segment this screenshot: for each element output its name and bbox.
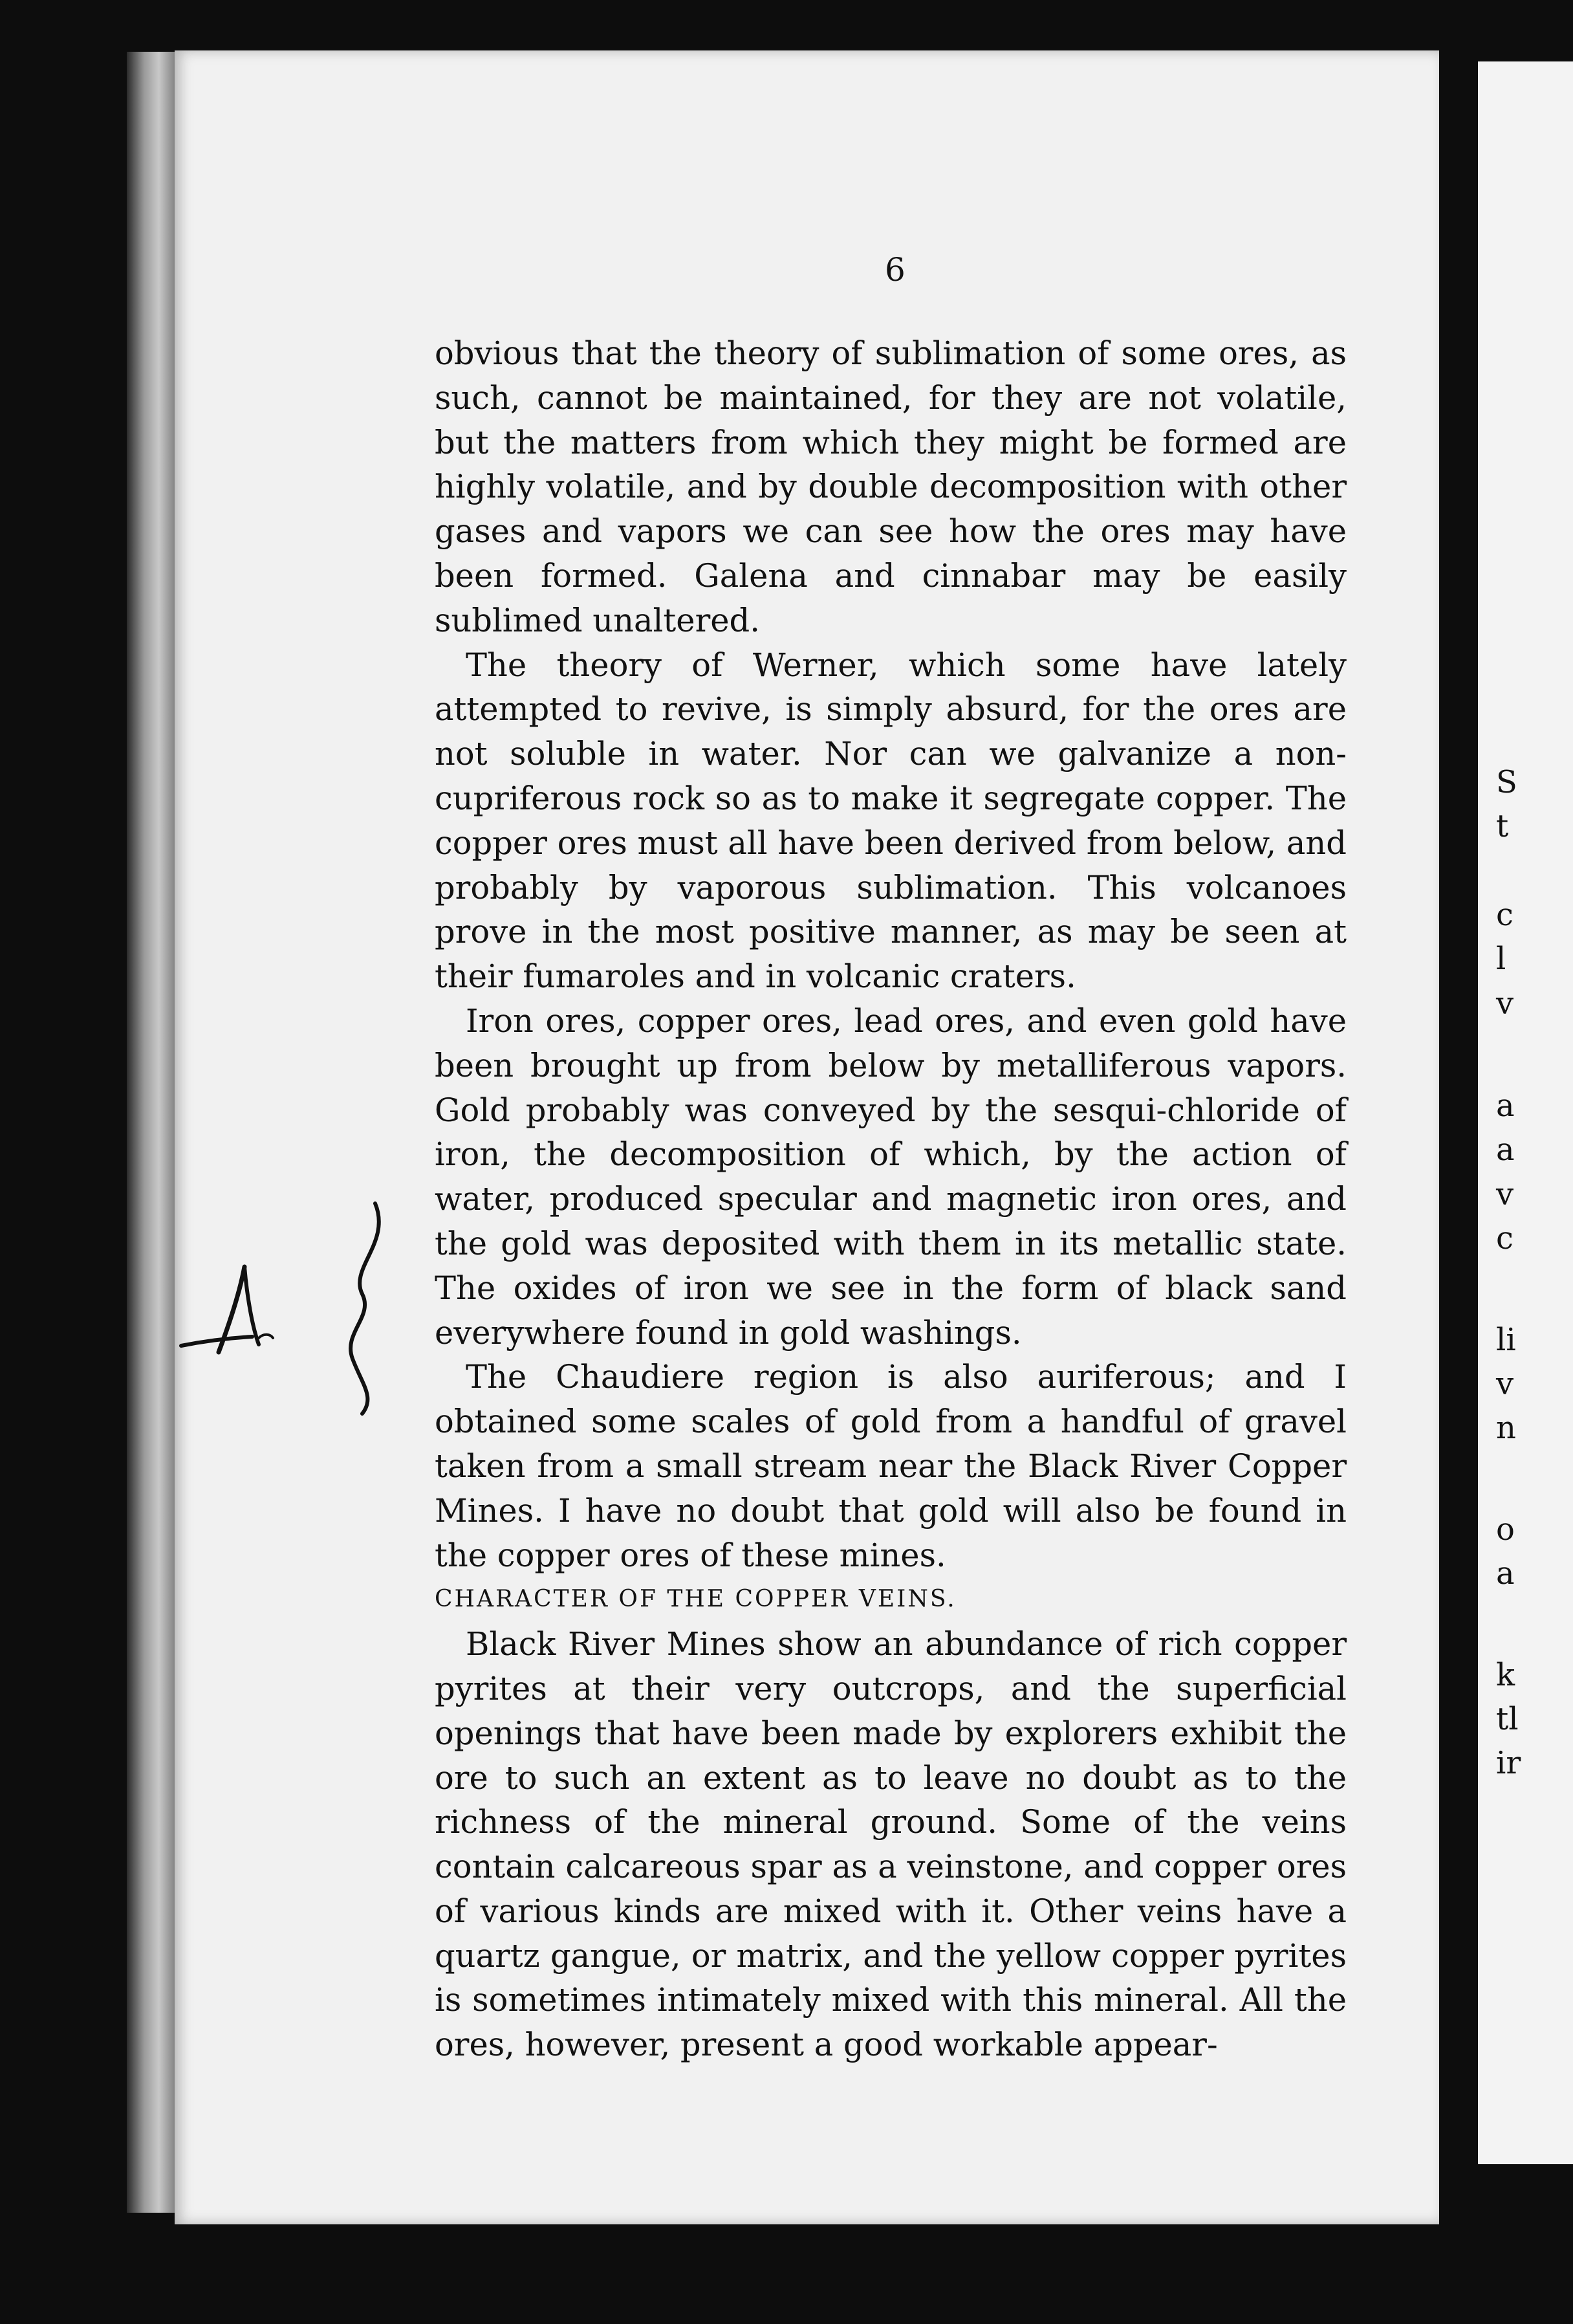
next-page-fragment: li: [1496, 1322, 1516, 1358]
page-number: 6: [885, 251, 906, 289]
next-page-fragment: a: [1496, 1555, 1515, 1592]
next-page-fragment: c: [1496, 1220, 1513, 1256]
next-page-fragment: n: [1496, 1410, 1516, 1446]
next-page-fragment: tl: [1496, 1701, 1519, 1737]
paragraph: The Chaudiere region is also auriferous; and I obtained some scales of gold from a handful of gravel taken from a small stream near the Black River Copper Mines. I have no doubt that gold will also be found in the copper ores of these mines.: [435, 1358, 1347, 1574]
next-page-fragment: S: [1496, 764, 1517, 800]
next-page-fragment: v: [1496, 985, 1514, 1022]
next-page-fragment: c: [1496, 897, 1513, 933]
next-page-fragment: v: [1496, 1176, 1514, 1212]
next-page-fragment: t: [1496, 808, 1509, 844]
next-page-fragment: o: [1496, 1511, 1515, 1548]
next-page-fragment: v: [1496, 1366, 1514, 1402]
next-page-fragment: a: [1496, 1088, 1515, 1124]
section-heading: CHARACTER OF THE COPPER VEINS.: [435, 1586, 957, 1613]
handwritten-annotation: [168, 1190, 414, 1423]
next-page-fragment: l: [1496, 941, 1506, 977]
next-page-fragment: ir: [1496, 1745, 1521, 1781]
paragraph: obvious that the theory of sublimation of some ores, as such, cannot be maintained, for they are not volatile, but the matters from which they might be formed are highly volatile, and by double decomposition with other gases and vapors we can see how the ores may have been formed. Galena and cinnabar may be easily sublimed unaltered.: [435, 334, 1347, 639]
body-text: [435, 331, 1347, 2067]
paragraph: The theory of Werner, which some have lately attempted to revive, is simply absurd, for the ores are not soluble in water. Nor can we galvanize a non-cupriferous rock so as to make it segregate copper. The copper ores must all have been derived from below, and probably by vaporous sublimation. This volcanoes prove in the most positive manner, as may be seen at their fumaroles and in volcanic craters.: [435, 646, 1347, 996]
paragraph: Iron ores, copper ores, lead ores, and even gold have been brought up from below by metalliferous vapors. Gold probably was conveyed by the sesqui-chloride of iron, the decomposition of which, by the action of water, produced specular and magnetic iron ores, and the gold was deposited with them in its metallic state. The oxides of iron we see in the form of black sand everywhere found in gold washings.: [435, 1002, 1347, 1352]
next-page-edge: [1478, 61, 1573, 2164]
next-page-fragment: k: [1496, 1657, 1515, 1693]
paragraph: Black River Mines show an abundance of rich copper pyrites at their very outcrops, and the superficial openings that have been made by explorers exhibit the ore to such an extent as to leave no doubt as to the richness of the mineral ground. Some of the veins contain calcareous spar as a veinstone, and copper ores of various kinds are mixed with it. Other veins have a quartz gangue, or matrix, and the yellow copper pyrites is sometimes intimately mixed with this mineral. All the ores, however, present a good workable appear-: [435, 1625, 1347, 2064]
next-page-fragment: a: [1496, 1132, 1515, 1168]
